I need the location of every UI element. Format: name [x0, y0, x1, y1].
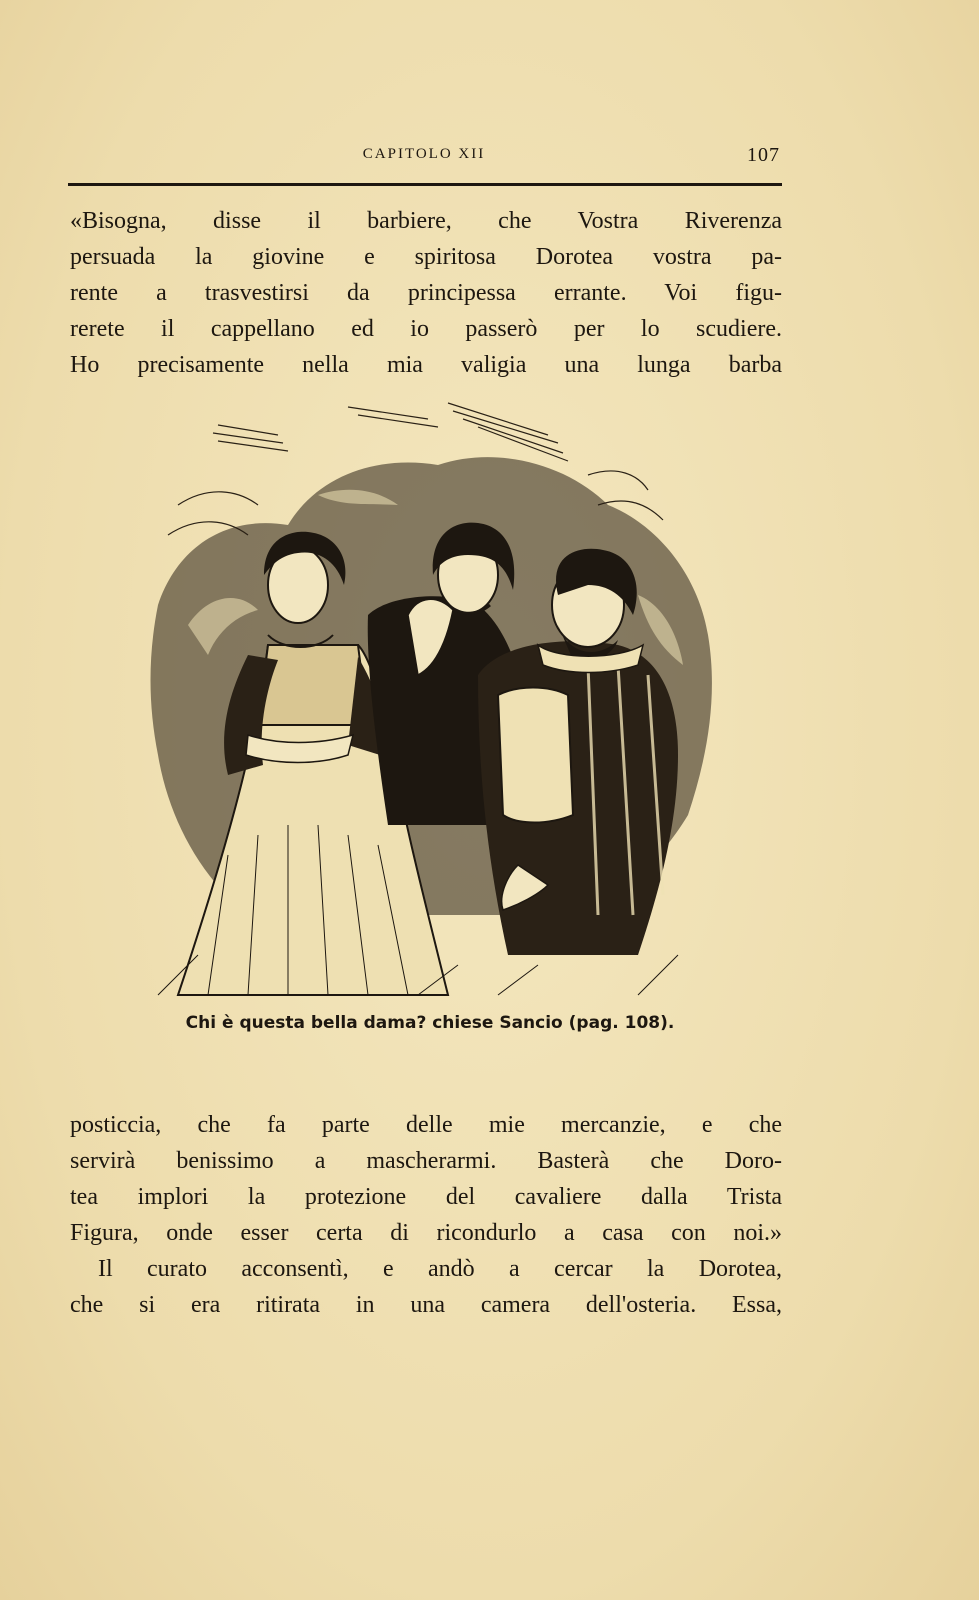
illustration-caption: Chi è questa bella dama? chiese Sancio (pag. 108). — [185, 1013, 675, 1033]
text-line: rerete il cappellano ed io passerò per lo scudiere. — [70, 316, 782, 342]
text-line: tea implori la protezione del cavaliere dalla Trista — [70, 1184, 782, 1210]
engraving-three-figures-icon — [118, 395, 740, 1007]
text-line: che si era ritirata in una camera dell'osteria. Essa, — [70, 1292, 782, 1318]
text-line: rente a trasvestirsi da principessa errante. Voi figu- — [70, 280, 782, 306]
paragraph-bottom — [70, 1107, 782, 1323]
text-line: Il curato acconsentì, e andò a cercar la Dorotea, — [98, 1256, 782, 1282]
header-rule — [68, 183, 782, 186]
text-line: persuada la giovine e spiritosa Dorotea vostra pa- — [70, 244, 782, 270]
text-line: posticcia, che fa parte delle mie mercanzie, e che — [70, 1112, 782, 1138]
running-head: CAPITOLO XII — [362, 146, 486, 162]
text-line: «Bisogna, disse il barbiere, che Vostra Riverenza — [70, 208, 782, 234]
text-line: servirà benissimo a mascherarmi. Basterà che Doro- — [70, 1148, 782, 1174]
text-line: Ho precisamente nella mia valigia una lunga barba — [70, 352, 782, 378]
page-header — [68, 146, 780, 170]
page-number: 107 — [747, 144, 780, 166]
text-line: Figura, onde esser certa di ricondurlo a casa con noi.» — [70, 1220, 782, 1246]
paragraph-top — [70, 203, 782, 383]
